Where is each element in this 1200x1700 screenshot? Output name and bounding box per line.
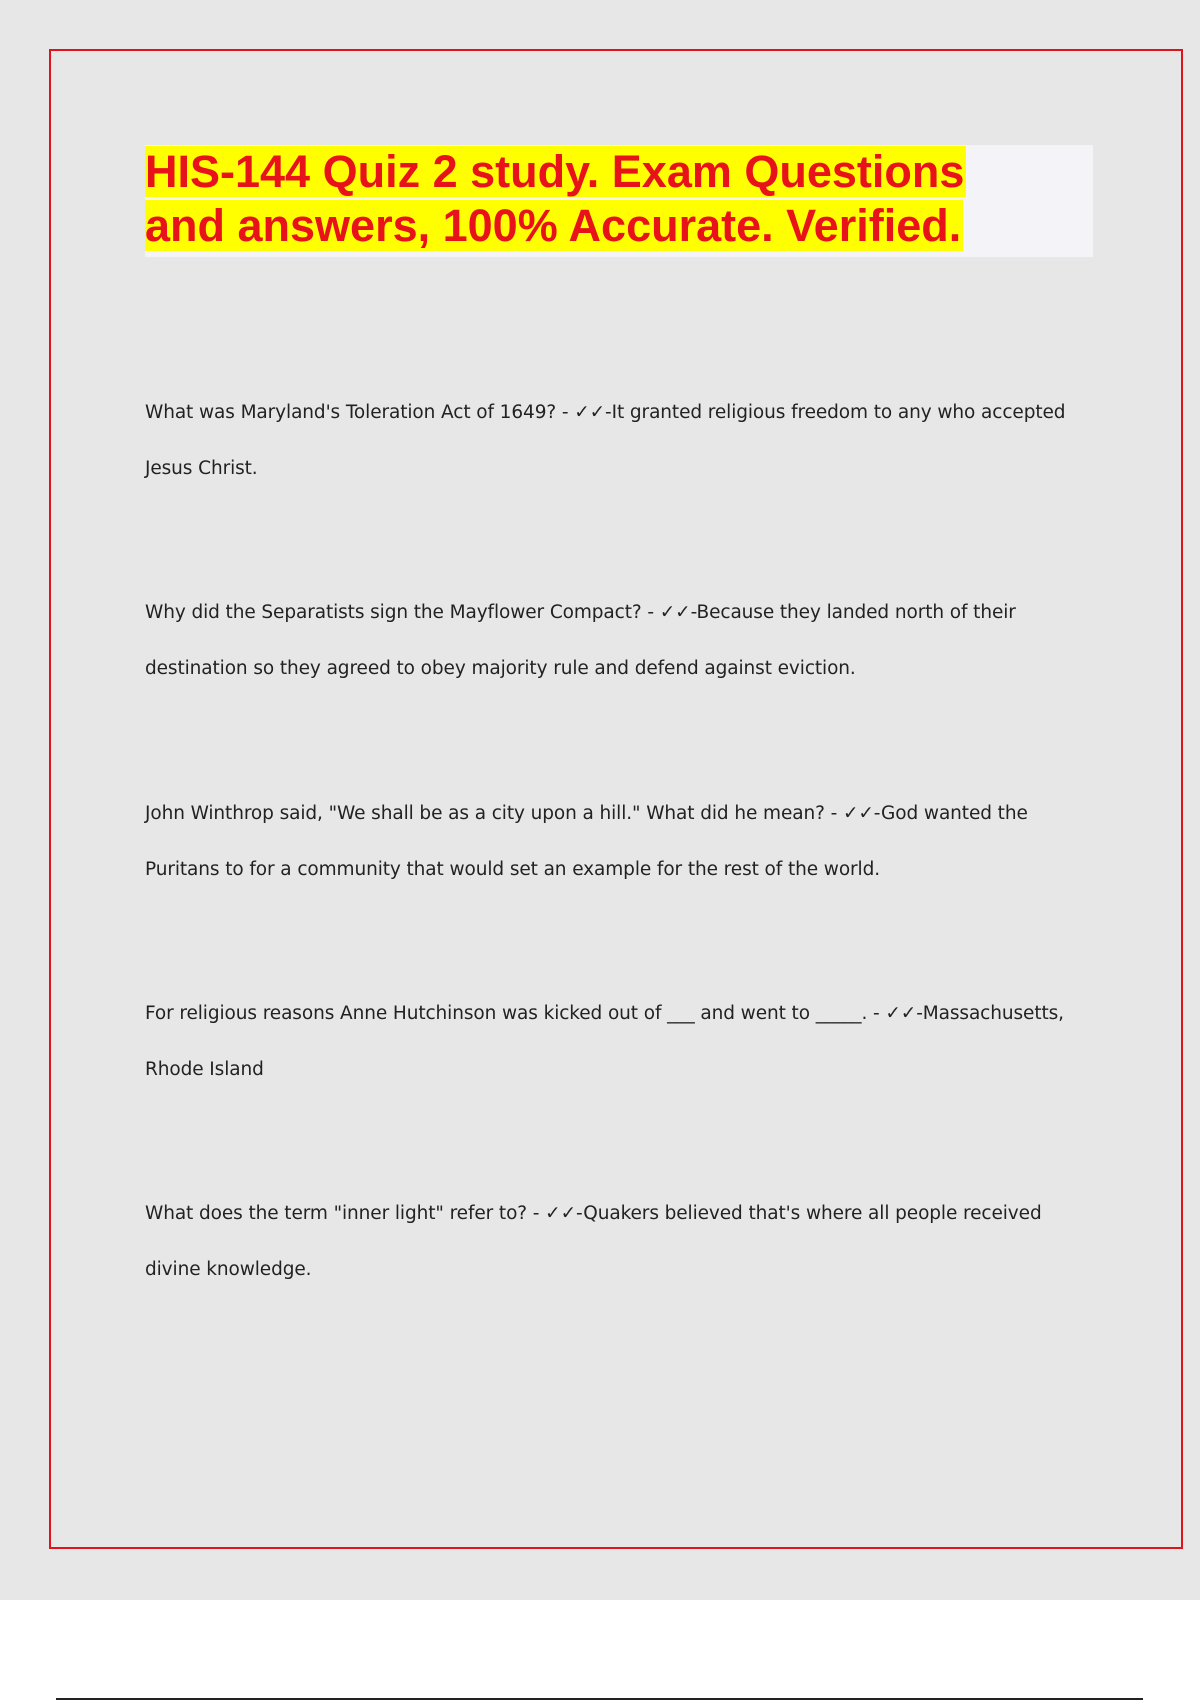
- answer-text: Because they landed north of their destination so they agreed to obey majority rule and defend against eviction.: [145, 602, 1016, 679]
- double-check-icon: ✓✓: [659, 602, 691, 623]
- double-check-icon: ✓✓: [545, 1203, 576, 1224]
- question-text: For religious reasons Anne Hutchinson was kicked out of ___ and went to _____.: [145, 1003, 868, 1024]
- qa-item: What does the term "inner light" refer to? - ✓✓-Quakers believed that's where all people received divine knowledge.: [145, 1203, 1042, 1280]
- question-text: John Winthrop said, "We shall be as a city upon a hill." What did he mean?: [145, 803, 825, 824]
- answer-text: God wanted the Puritans to for a community that would set an example for the rest of the world.: [145, 803, 1028, 880]
- double-check-icon: ✓✓: [842, 803, 874, 824]
- double-check-icon: ✓✓: [885, 1003, 917, 1024]
- title-block: [145, 145, 1093, 257]
- document-title: [145, 145, 1025, 253]
- question-text: What was Maryland's Toleration Act of 1649?: [145, 402, 557, 423]
- question-text: What does the term "inner light" refer to?: [145, 1203, 528, 1224]
- qa-item: John Winthrop said, "We shall be as a city upon a hill." What did he mean? - ✓✓-God wanted the Puritans to for a community that would set an example for the rest of the world.: [145, 803, 1028, 880]
- double-check-icon: ✓✓: [574, 402, 606, 423]
- answer-text: Quakers believed that's where all people received divine knowledge.: [145, 1203, 1042, 1280]
- qa-item: What was Maryland's Toleration Act of 1649? - ✓✓-It granted religious freedom to any who accepted Jesus Christ.: [145, 402, 1066, 479]
- question-text: Why did the Separatists sign the Mayflower Compact?: [145, 602, 642, 623]
- qa-item: For religious reasons Anne Hutchinson was kicked out of ___ and went to _____. - ✓✓-Massachusetts, Rhode Island: [145, 1003, 1064, 1080]
- answer-text: Massachusetts, Rhode Island: [145, 1003, 1064, 1080]
- answer-text: It granted religious freedom to any who accepted Jesus Christ.: [145, 402, 1066, 479]
- qa-item: Why did the Separatists sign the Mayflower Compact? - ✓✓-Because they landed north of their destination so they agreed to obey majority rule and defend against eviction.: [145, 602, 1016, 679]
- title-highlight: HIS-144 Quiz 2 study. Exam Questions and answers, 100% Accurate. Verified.: [145, 146, 965, 251]
